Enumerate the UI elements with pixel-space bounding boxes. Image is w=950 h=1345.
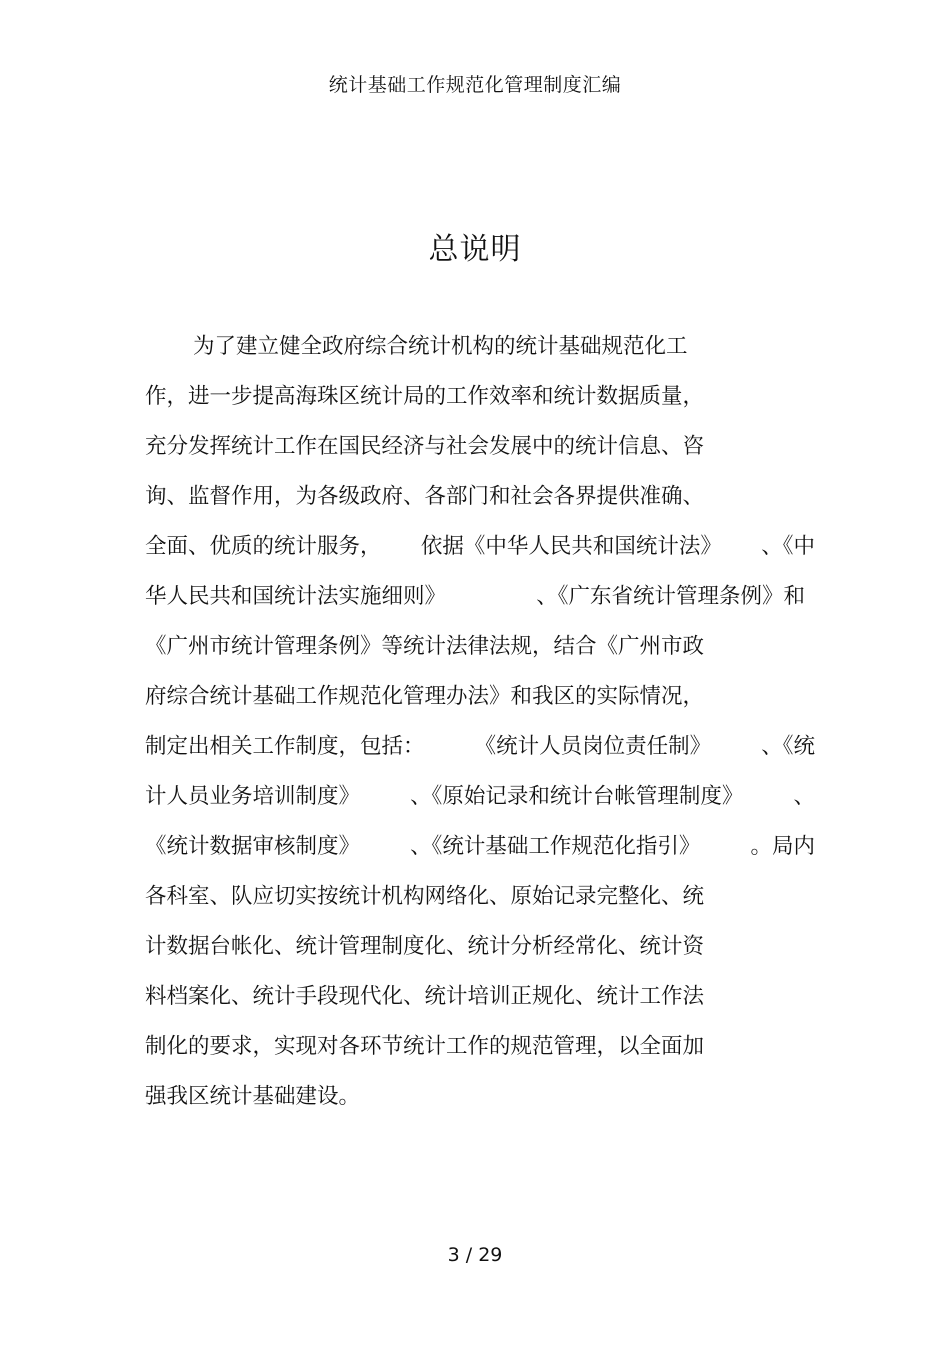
paragraph-line	[145, 530, 815, 580]
text-segment: 强我区统计基础建设。	[145, 1084, 361, 1109]
page-number: 3 / 29	[447, 1244, 503, 1266]
paragraph-line	[145, 680, 815, 730]
text-segment: 全面、优质的统计服务，	[145, 534, 382, 559]
text-segment: 、《中	[761, 534, 815, 559]
text-segment: 作，进一步提高海珠区统计局的工作效率和统计数据质量，	[145, 384, 705, 409]
text-segment: 、《统	[761, 734, 815, 759]
paragraph-line	[145, 580, 815, 630]
paragraph-line	[145, 630, 815, 680]
text-segment: 、	[793, 784, 815, 809]
text-segment: 制定出相关工作制度，包括：	[145, 734, 425, 759]
text-segment: 各科室、队应切实按统计机构网络化、原始记录完整化、统	[145, 884, 705, 909]
paragraph-line	[145, 330, 815, 380]
text-segment: 依据《中华人民共和国统计法》	[420, 534, 722, 559]
paragraph-line	[145, 980, 815, 1030]
paragraph-line	[145, 380, 815, 430]
text-segment: 为了建立健全政府综合统计机构的统计基础规范化工	[193, 334, 688, 359]
text-segment: 、《原始记录和统计台帐管理制度》	[410, 784, 744, 809]
text-segment: 制化的要求，实现对各环节统计工作的规范管理，以全面加	[145, 1034, 705, 1059]
text-segment: 、《统计基础工作规范化指引》	[410, 834, 701, 859]
text-segment: 《广州市统计管理条例》等统计法律法规，结合《广州市政	[145, 634, 705, 659]
text-segment: 《统计数据审核制度》	[145, 834, 361, 859]
running-header: 统计基础工作规范化管理制度汇编	[328, 74, 622, 96]
paragraph-line	[145, 1080, 815, 1130]
text-segment: 华人民共和国统计法实施细则》	[145, 584, 447, 609]
paragraph-line	[145, 930, 815, 980]
document-title: 总说明	[428, 232, 522, 267]
text-segment: 计数据台帐化、统计管理制度化、统计分析经常化、统计资	[145, 934, 705, 959]
paragraph-line	[145, 880, 815, 930]
text-segment: 询、监督作用，为各级政府、各部门和社会各界提供准确、	[145, 484, 705, 509]
text-segment: 府综合统计基础工作规范化管理办法》和我区的实际情况，	[145, 684, 705, 709]
text-segment: 、《广东省统计管理条例》和	[536, 584, 805, 609]
paragraph-line	[145, 730, 815, 780]
body-text	[145, 330, 815, 1130]
paragraph-line	[145, 780, 815, 830]
text-segment: 计人员业务培训制度》	[145, 784, 361, 809]
paragraph-line	[145, 430, 815, 480]
text-segment: 充分发挥统计工作在国民经济与社会发展中的统计信息、咨	[145, 434, 705, 459]
text-segment: 。局内	[750, 834, 815, 859]
text-segment: 料档案化、统计手段现代化、统计培训正规化、统计工作法	[145, 984, 705, 1009]
paragraph-line	[145, 830, 815, 880]
text-segment: 《统计人员岗位责任制》	[474, 734, 712, 759]
paragraph-line	[145, 1030, 815, 1080]
paragraph-line	[145, 480, 815, 530]
